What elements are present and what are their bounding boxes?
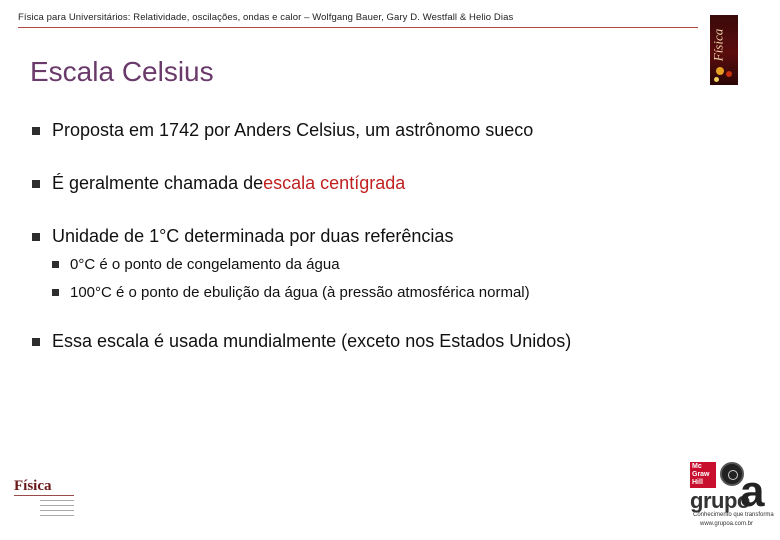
grupo-a-url: www.grupoa.com.br — [700, 521, 754, 527]
sub-bullet-item — [52, 256, 340, 273]
bullet-text: Proposta em 1742 por Anders Celsius, um astrônomo sueco — [52, 120, 534, 140]
grupo-a-logo: grupo — [690, 488, 750, 513]
bullet-marker — [52, 289, 59, 296]
header-rule — [18, 27, 698, 28]
fisica-logo-rule — [14, 495, 74, 496]
bullet-highlight: escala centígrada — [263, 173, 406, 193]
sub-bullet-text: 0°C é o ponto de congelamento da água — [70, 256, 340, 273]
bullet-item — [32, 120, 533, 141]
grupo-a-letter: a — [740, 467, 765, 516]
sub-bullet-item — [52, 284, 530, 301]
slide-title: Escala Celsius — [30, 56, 214, 87]
bullet-item — [32, 173, 405, 194]
grupo-a-tagline: Conhecimento que transforma — [693, 512, 774, 518]
bullet-item — [32, 226, 453, 247]
bullet-marker — [32, 127, 40, 135]
book-cover-title: Física — [710, 28, 726, 62]
bullet-text: Essa escala é usada mundialmente (exceto nos Estados Unidos) — [52, 331, 572, 351]
fisica-logo: Física — [14, 478, 52, 494]
mcgraw-hill-logo: Mc Graw Hill — [690, 462, 716, 488]
bullet-marker — [32, 338, 40, 346]
book-cover-image — [710, 15, 738, 85]
bullet-marker — [32, 180, 40, 188]
header-text: Física para Universitários: Relatividade, oscilações, ondas e calor – Wolfgang Bauer, Gary D. Westfall & Helio Dias — [18, 12, 514, 23]
sub-bullet-text: 100°C é o ponto de ebulição da água (à pressão atmosférica normal) — [70, 284, 530, 301]
bullet-text: Unidade de 1°C determinada por duas referências — [52, 226, 454, 246]
bullet-marker — [32, 233, 40, 241]
bullet-text: É geralmente chamada de — [52, 173, 264, 193]
fisica-logo-lines — [40, 500, 74, 522]
bullet-item — [32, 331, 571, 352]
bullet-marker — [52, 261, 59, 268]
